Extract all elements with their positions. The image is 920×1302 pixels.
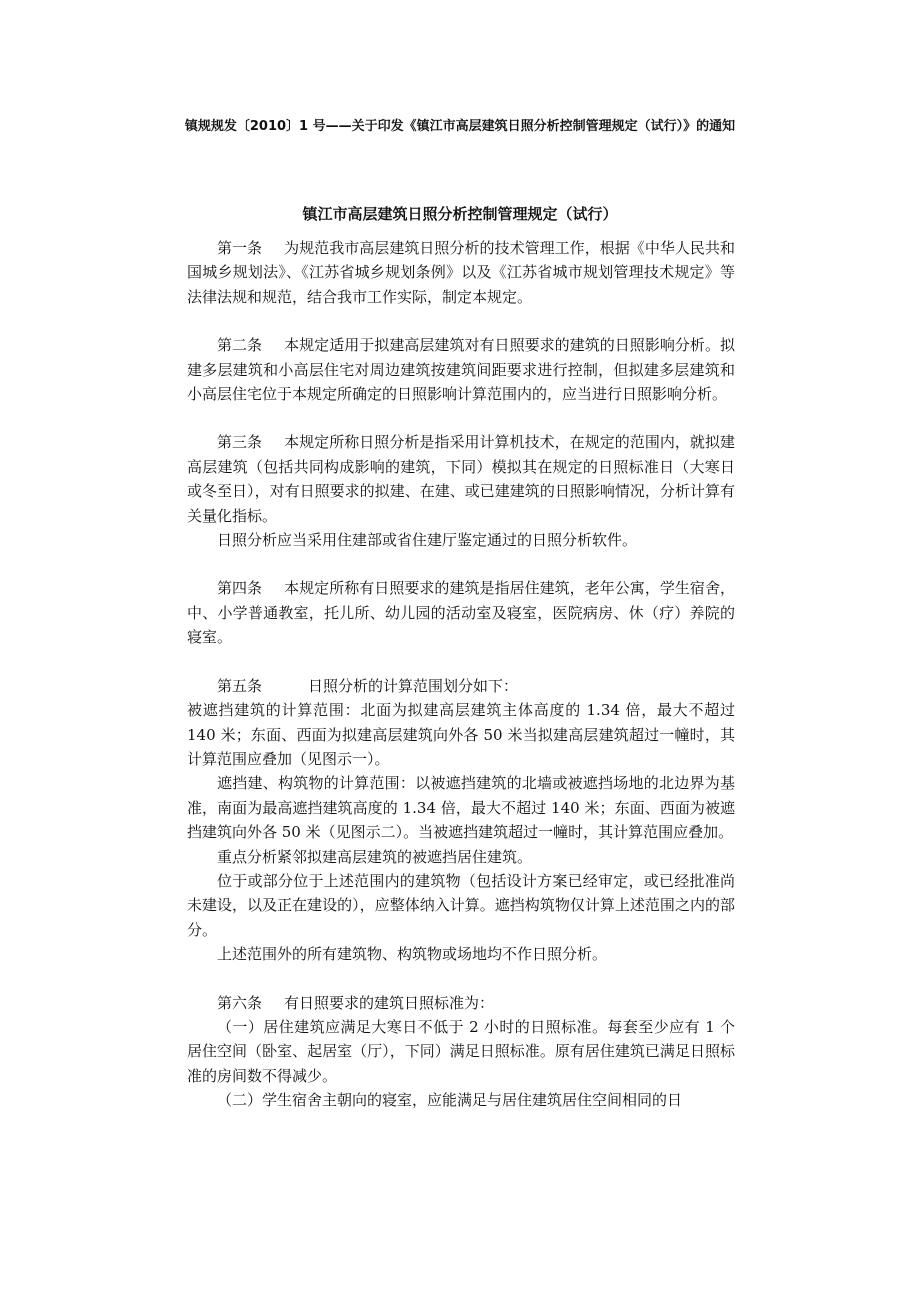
document-body [187, 236, 735, 1113]
article-5-paragraph-1: 被遮挡建筑的计算范围：北面为拟建高层建筑主体高度的 1.34 倍，最大不超过 140 米；东面、西面为拟建高层建筑向外各 50 米当拟建高层建筑超过一幢时，其计算范围应叠加（见图示一）。 [187, 701, 735, 768]
article-2 [187, 333, 735, 406]
article-2-text: 本规定适用于拟建高层建筑对有日照要求的建筑的日照影响分析。拟建多层建筑和小高层住宅对周边建筑按建筑间距要求进行控制，但拟建多层建筑和小高层住宅位于本规定所确定的日照影响计算范围内的，应当进行日照影响分析。 [187, 336, 735, 404]
article-3-label: 第三条 [217, 433, 263, 452]
article-5-text: 日照分析的计算范围划分如下： [308, 676, 519, 695]
article-1 [187, 236, 735, 309]
article-6-text: 有日照要求的建筑日照标准为： [284, 993, 495, 1012]
article-5 [187, 674, 735, 698]
article-5-label: 第五条 [217, 676, 263, 695]
article-6 [187, 991, 735, 1015]
notice-header: 镇规规发〔2010〕1 号——关于印发《镇江市高层建筑日照分析控制管理规定（试行）》的通知 [184, 119, 736, 134]
article-5-paragraph-5: 上述范围外的所有建筑物、构筑物或场地均不作日照分析。 [217, 945, 608, 964]
document-title: 镇江市高层建筑日照分析控制管理规定（试行） [302, 205, 618, 223]
article-4-label: 第四条 [217, 579, 263, 598]
article-3-paragraph-2: 日照分析应当采用住建部或省住建厅鉴定通过的日照分析软件。 [217, 531, 638, 550]
article-3-text: 本规定所称日照分析是指采用计算机技术，在规定的范围内，就拟建高层建筑（包括共同构成影响的建筑，下同）模拟其在规定的日照标准日（大寒日或冬至日），对有日照要求的拟建、在建、或已建建筑的日照影响情况，分析计算有关量化指标。 [187, 433, 735, 525]
article-1-label: 第一条 [217, 239, 263, 257]
article-3 [187, 430, 735, 528]
article-6-label: 第六条 [217, 993, 263, 1012]
article-5-paragraph-3: 重点分析紧邻拟建高层建筑的被遮挡居住建筑。 [217, 847, 533, 866]
article-5-paragraph-2: 遮挡建、构筑物的计算范围：以被遮挡建筑的北墙或被遮挡场地的北边界为基准，南面为最高遮挡建筑高度的 1.34 倍，最大不超过 140 米；东面、西面为被遮挡建筑向外各 50 米（见图示二）。当被遮挡建筑超过一幢时，其计算范围应叠加。 [187, 774, 735, 842]
article-4 [187, 576, 735, 649]
article-1-text: 为规范我市高层建筑日照分析的技术管理工作，根据《中华人民共和国城乡规划法》、《江苏省城乡规划条例》以及《江苏省城市规划管理技术规定》等法律法规和规范，结合我市工作实际，制定本规定。 [187, 239, 735, 306]
article-4-text: 本规定所称有日照要求的建筑是指居住建筑，老年公寓，学生宿舍，中、小学普通教室，托儿所、幼儿园的活动室及寝室，医院病房、休（疗）养院的寝室。 [187, 579, 735, 647]
article-6-paragraph-1: （一）居住建筑应满足大寒日不低于 2 小时的日照标准。每套至少应有 1 个居住空间（卧室、起居室（厅），下同）满足日照标准。原有居住建筑已满足日照标准的房间数不得减少。 [187, 1017, 735, 1085]
article-2-label: 第二条 [217, 336, 263, 355]
article-6-paragraph-2: （二）学生宿舍主朝向的寝室，应能满足与居住建筑居住空间相同的日 [217, 1091, 683, 1110]
article-5-paragraph-4: 位于或部分位于上述范围内的建筑物（包括设计方案已经审定，或已经批准尚未建设，以及正在建设的），应整体纳入计算。遮挡构筑物仅计算上述范围之内的部分。 [187, 871, 735, 939]
